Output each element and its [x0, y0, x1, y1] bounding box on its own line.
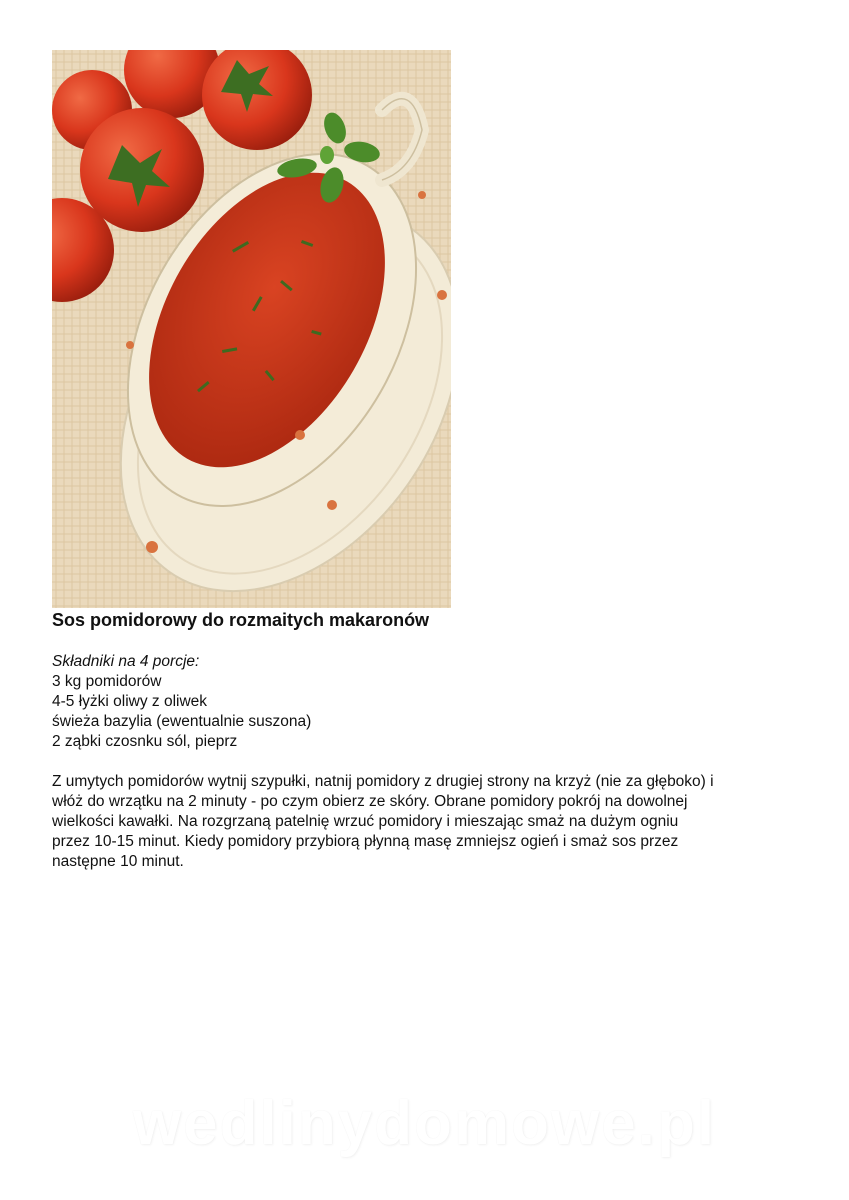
ingredient-item: 2 ząbki czosnku sól, pieprz [52, 733, 238, 750]
method-line: przez 10-15 minut. Kiedy pomidory przybiorą płynną masę zmniejsz ogień i smaż sos przez [52, 833, 679, 850]
ingredient-item: świeża bazylia (ewentualnie suszona) [52, 713, 312, 730]
ingredients-header: Składniki na 4 porcje: [52, 653, 200, 670]
method-line: włóż do wrzątku na 2 minuty - po czym obierz ze skóry. Obrane pomidory pokrój na dowolnej [52, 793, 688, 810]
sauce-boat-illustration [52, 50, 451, 608]
ingredient-item: 4-5 łyżki oliwy z oliwek [52, 693, 208, 710]
method-line: następne 10 minut. [52, 853, 184, 870]
recipe-title: Sos pomidorowy do rozmaitych makaronów [52, 610, 430, 630]
method-line: Z umytych pomidorów wytnij szypułki, natnij pomidory z drugiej strony na krzyż (nie za głęboko) i [52, 773, 714, 790]
recipe-photo [52, 50, 451, 608]
method-paragraph [52, 772, 812, 872]
ingredients-list [52, 652, 311, 752]
ingredient-item: 3 kg pomidorów [52, 673, 162, 690]
method-line: wielkości kawałki. Na rozgrzaną patelnię wrzuć pomidory i mieszając smaż na dużym ogniu [52, 813, 679, 830]
watermark: wedlinydomowe.pl [132, 1089, 717, 1158]
